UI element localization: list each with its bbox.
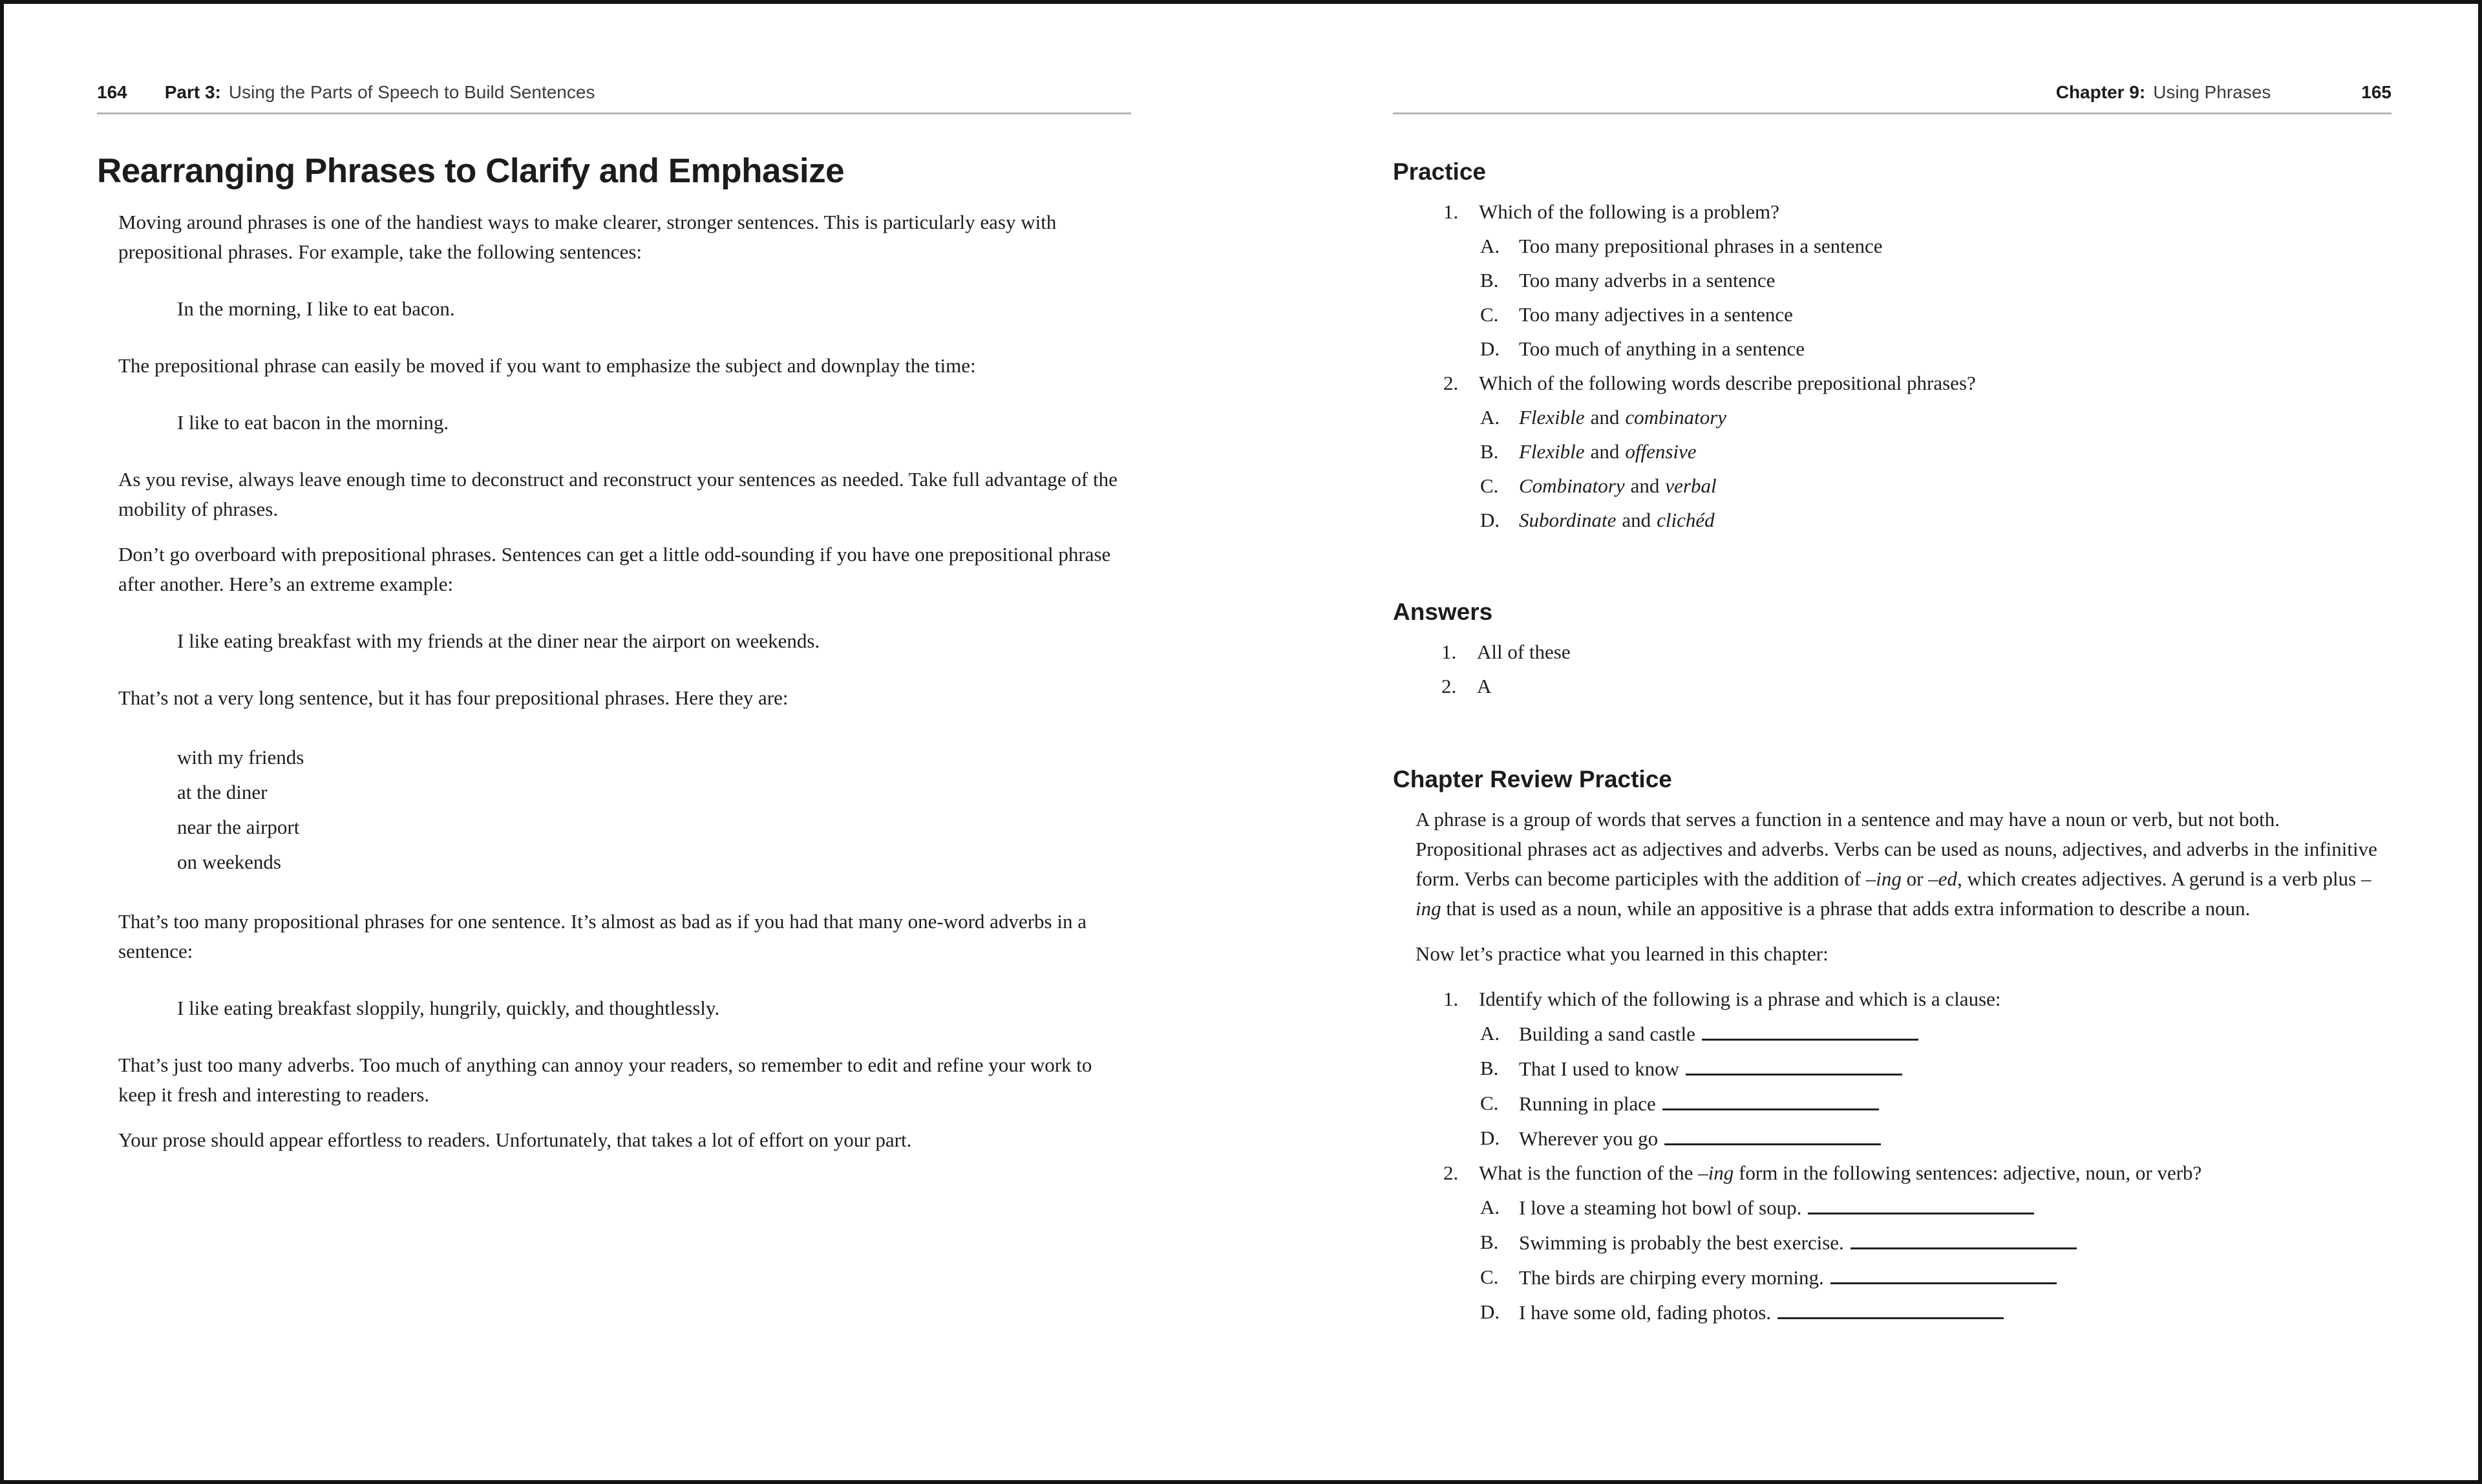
option-letter: A. bbox=[1480, 406, 1500, 429]
option-phrase: Running in place bbox=[1519, 1092, 1656, 1115]
answer-text: All of these bbox=[1477, 641, 1571, 663]
body-paragraph: Your prose should appear effortless to readers. Unfortunately, that takes a lot of effort on your part. bbox=[118, 1129, 912, 1151]
conjunction: and bbox=[1590, 440, 1620, 463]
italic-suffix: –ing bbox=[1698, 1161, 1734, 1184]
option-text bbox=[1519, 1088, 2392, 1119]
option-row bbox=[1393, 1123, 2392, 1154]
option-text bbox=[1519, 1123, 2392, 1154]
option-text bbox=[1519, 1019, 2392, 1049]
question-row bbox=[1393, 197, 2392, 227]
italic-term: Flexible bbox=[1519, 406, 1585, 429]
option-letter: C. bbox=[1480, 1266, 1499, 1288]
option-row bbox=[1393, 231, 2392, 261]
option-row bbox=[1393, 505, 2392, 535]
option-row bbox=[1393, 1088, 2392, 1119]
intro-text: A phrase is a group of words that serves a function in a sentence and may have a noun or verb, but not both. Propositional phrases act as adjectives and adverbs. Verbs can be used as nouns, adjectives, and adverbs in the infinitive form. Verbs can become participles with the addition of bbox=[1416, 808, 2377, 890]
example-sentence: I like eating breakfast sloppily, hungrily, quickly, and thoughtlessly. bbox=[177, 997, 720, 1019]
answer-blank bbox=[1662, 1088, 1879, 1110]
review-intro-paragraph bbox=[1416, 805, 2392, 924]
conjunction: and bbox=[1590, 406, 1620, 429]
italic-term: offensive bbox=[1625, 440, 1697, 463]
option-text bbox=[1519, 1227, 2392, 1258]
intro-text: that is used as a noun, while an appositive is a phrase that adds extra information to describe a noun. bbox=[1441, 897, 2251, 920]
answer-blank bbox=[1702, 1019, 1918, 1041]
italic-suffix: –ed bbox=[1928, 867, 1957, 890]
body-paragraph: That’s not a very long sentence, but it has four prepositional phrases. Here they are: bbox=[118, 686, 789, 709]
left-page bbox=[97, 81, 1131, 1171]
question-text: Which of the following words describe prepositional phrases? bbox=[1479, 372, 1976, 394]
running-head-left bbox=[97, 81, 1131, 103]
part-title: Using the Parts of Speech to Build Sentences bbox=[228, 82, 595, 102]
intro-text: or bbox=[1901, 867, 1929, 890]
option-text bbox=[1519, 1192, 2392, 1223]
question-text-part: What is the function of the bbox=[1479, 1161, 1699, 1184]
option-phrase: Building a sand castle bbox=[1519, 1023, 1695, 1045]
body-paragraph: The prepositional phrase can easily be moved if you want to emphasize the subject and downplay the time: bbox=[118, 354, 976, 377]
running-head-right bbox=[1393, 81, 2392, 103]
example-sentence: In the morning, I like to eat bacon. bbox=[177, 297, 455, 320]
italic-term: verbal bbox=[1665, 474, 1717, 497]
phrase-list-item: near the airport bbox=[177, 816, 300, 838]
question-text-part: form in the following sentences: adjective, noun, or verb? bbox=[1734, 1161, 2202, 1184]
option-letter: B. bbox=[1480, 1057, 1499, 1079]
italic-term: clichéd bbox=[1657, 509, 1715, 531]
review-lead: Now let’s practice what you learned in this chapter: bbox=[1416, 942, 1829, 965]
option-row bbox=[1393, 334, 2392, 364]
answer-number: 1. bbox=[1441, 641, 1457, 663]
option-row bbox=[1393, 1019, 2392, 1049]
option-row bbox=[1393, 1054, 2392, 1084]
header-rule-right bbox=[1393, 112, 2392, 114]
answer-blank bbox=[1664, 1123, 1881, 1145]
left-body bbox=[97, 207, 1131, 1155]
option-row bbox=[1393, 403, 2392, 432]
answer-row bbox=[1393, 672, 2392, 701]
option-text bbox=[1519, 437, 2392, 467]
intro-text: , which creates adjectives. A gerund is a verb plus bbox=[1957, 867, 2361, 890]
answer-number: 2. bbox=[1441, 675, 1457, 697]
example-sentence: I like to eat bacon in the morning. bbox=[177, 411, 449, 434]
italic-suffix: –ing bbox=[1865, 867, 1902, 890]
option-text bbox=[1519, 505, 2392, 535]
option-row bbox=[1393, 300, 2392, 330]
answer-blank bbox=[1830, 1262, 2057, 1284]
option-text: Too many adjectives in a sentence bbox=[1519, 303, 1793, 326]
option-text: Too much of anything in a sentence bbox=[1519, 337, 1805, 360]
option-phrase: Wherever you go bbox=[1519, 1127, 1659, 1150]
option-sentence: I have some old, fading photos. bbox=[1519, 1301, 1772, 1324]
option-text bbox=[1519, 1054, 2392, 1084]
option-letter: C. bbox=[1480, 1092, 1499, 1114]
question-text: Which of the following is a problem? bbox=[1479, 200, 1779, 223]
question-number: 1. bbox=[1443, 988, 1459, 1010]
option-letter: B. bbox=[1480, 440, 1499, 463]
practice-heading: Practice bbox=[1393, 158, 1486, 185]
option-text bbox=[1519, 403, 2392, 432]
option-letter: C. bbox=[1480, 303, 1499, 326]
option-sentence: Swimming is probably the best exercise. bbox=[1519, 1231, 1844, 1254]
option-row bbox=[1393, 1227, 2392, 1258]
phrase-list bbox=[177, 740, 1131, 880]
answer-blank bbox=[1686, 1054, 1902, 1076]
header-rule-left bbox=[97, 112, 1131, 114]
review-heading: Chapter Review Practice bbox=[1393, 766, 1672, 792]
right-page bbox=[1393, 81, 2392, 1332]
option-letter: A. bbox=[1480, 1196, 1500, 1218]
option-text: Too many adverbs in a sentence bbox=[1519, 269, 1776, 292]
option-letter: D. bbox=[1480, 1127, 1500, 1149]
question-text bbox=[1479, 1158, 2392, 1188]
body-paragraph: As you revise, always leave enough time to deconstruct and reconstruct your sentences as needed. Take full advantage of the mobility of phrases. bbox=[118, 468, 1118, 520]
phrase-list-item: with my friends bbox=[177, 746, 304, 768]
phrase-list-item: on weekends bbox=[177, 851, 281, 873]
page-heading: Rearranging Phrases to Clarify and Emphasize bbox=[97, 152, 845, 190]
option-row bbox=[1393, 1297, 2392, 1328]
answer-row bbox=[1393, 637, 2392, 667]
question-row bbox=[1393, 984, 2392, 1014]
option-letter: D. bbox=[1480, 337, 1500, 360]
italic-term: combinatory bbox=[1625, 406, 1727, 429]
italic-term: Subordinate bbox=[1519, 509, 1617, 531]
phrase-list-item: at the diner bbox=[177, 781, 268, 803]
option-text bbox=[1519, 1297, 2392, 1328]
page-number-left: 164 bbox=[97, 82, 127, 102]
italic-term: Flexible bbox=[1519, 440, 1585, 463]
option-sentence: I love a steaming hot bowl of soup. bbox=[1519, 1196, 1802, 1219]
option-row bbox=[1393, 266, 2392, 295]
example-sentence: I like eating breakfast with my friends at the diner near the airport on weekends. bbox=[177, 630, 820, 652]
option-letter: D. bbox=[1480, 1300, 1500, 1323]
body-paragraph: Moving around phrases is one of the handiest ways to make clearer, stronger sentences. This is particularly easy with prepositional phrases. For example, take the following sentences: bbox=[118, 211, 1057, 263]
option-letter: A. bbox=[1480, 235, 1500, 257]
conjunction: and bbox=[1622, 509, 1651, 531]
question-number: 2. bbox=[1443, 372, 1459, 394]
option-text bbox=[1519, 1262, 2392, 1293]
option-row bbox=[1393, 471, 2392, 501]
option-text bbox=[1519, 471, 2392, 501]
body-paragraph: That’s too many propositional phrases for one sentence. It’s almost as bad as if you had that many one-word adverbs in a sentence: bbox=[118, 910, 1087, 962]
italic-term: Combinatory bbox=[1519, 474, 1625, 497]
chapter-label: Chapter 9: bbox=[2055, 82, 2146, 102]
option-row bbox=[1393, 1192, 2392, 1223]
option-letter: D. bbox=[1480, 509, 1500, 531]
option-sentence: The birds are chirping every morning. bbox=[1519, 1266, 1824, 1289]
part-label: Part 3: bbox=[164, 82, 221, 102]
italic-suffix: –ing bbox=[1416, 867, 2371, 920]
question-text: Identify which of the following is a phrase and which is a clause: bbox=[1479, 988, 2001, 1010]
conjunction: and bbox=[1630, 474, 1660, 497]
option-letter: A. bbox=[1480, 1022, 1500, 1044]
answers-heading: Answers bbox=[1393, 599, 1493, 625]
right-body bbox=[1393, 157, 2392, 1328]
question-number: 2. bbox=[1443, 1161, 1459, 1184]
page-number-right: 165 bbox=[2361, 82, 2392, 102]
answer-blank bbox=[1851, 1227, 2077, 1249]
option-letter: C. bbox=[1480, 474, 1499, 497]
question-number: 1. bbox=[1443, 200, 1459, 223]
option-phrase: That I used to know bbox=[1519, 1057, 1679, 1080]
option-letter: B. bbox=[1480, 1231, 1499, 1253]
answer-blank bbox=[1777, 1297, 2004, 1319]
option-text: Too many prepositional phrases in a sentence bbox=[1519, 235, 1883, 257]
answer-text: A bbox=[1477, 675, 1492, 697]
option-row bbox=[1393, 1262, 2392, 1293]
option-row bbox=[1393, 437, 2392, 467]
question-row bbox=[1393, 368, 2392, 398]
option-letter: B. bbox=[1480, 269, 1499, 292]
body-paragraph: Don’t go overboard with prepositional phrases. Sentences can get a little odd-sounding if you have one prepositional phrase after another. Here’s an extreme example: bbox=[118, 543, 1111, 595]
chapter-title: Using Phrases bbox=[2153, 82, 2271, 102]
question-row bbox=[1393, 1158, 2392, 1188]
answer-blank bbox=[1808, 1192, 2034, 1214]
body-paragraph: That’s just too many adverbs. Too much of anything can annoy your readers, so remember to edit and refine your work to keep it fresh and interesting to readers. bbox=[118, 1054, 1092, 1106]
